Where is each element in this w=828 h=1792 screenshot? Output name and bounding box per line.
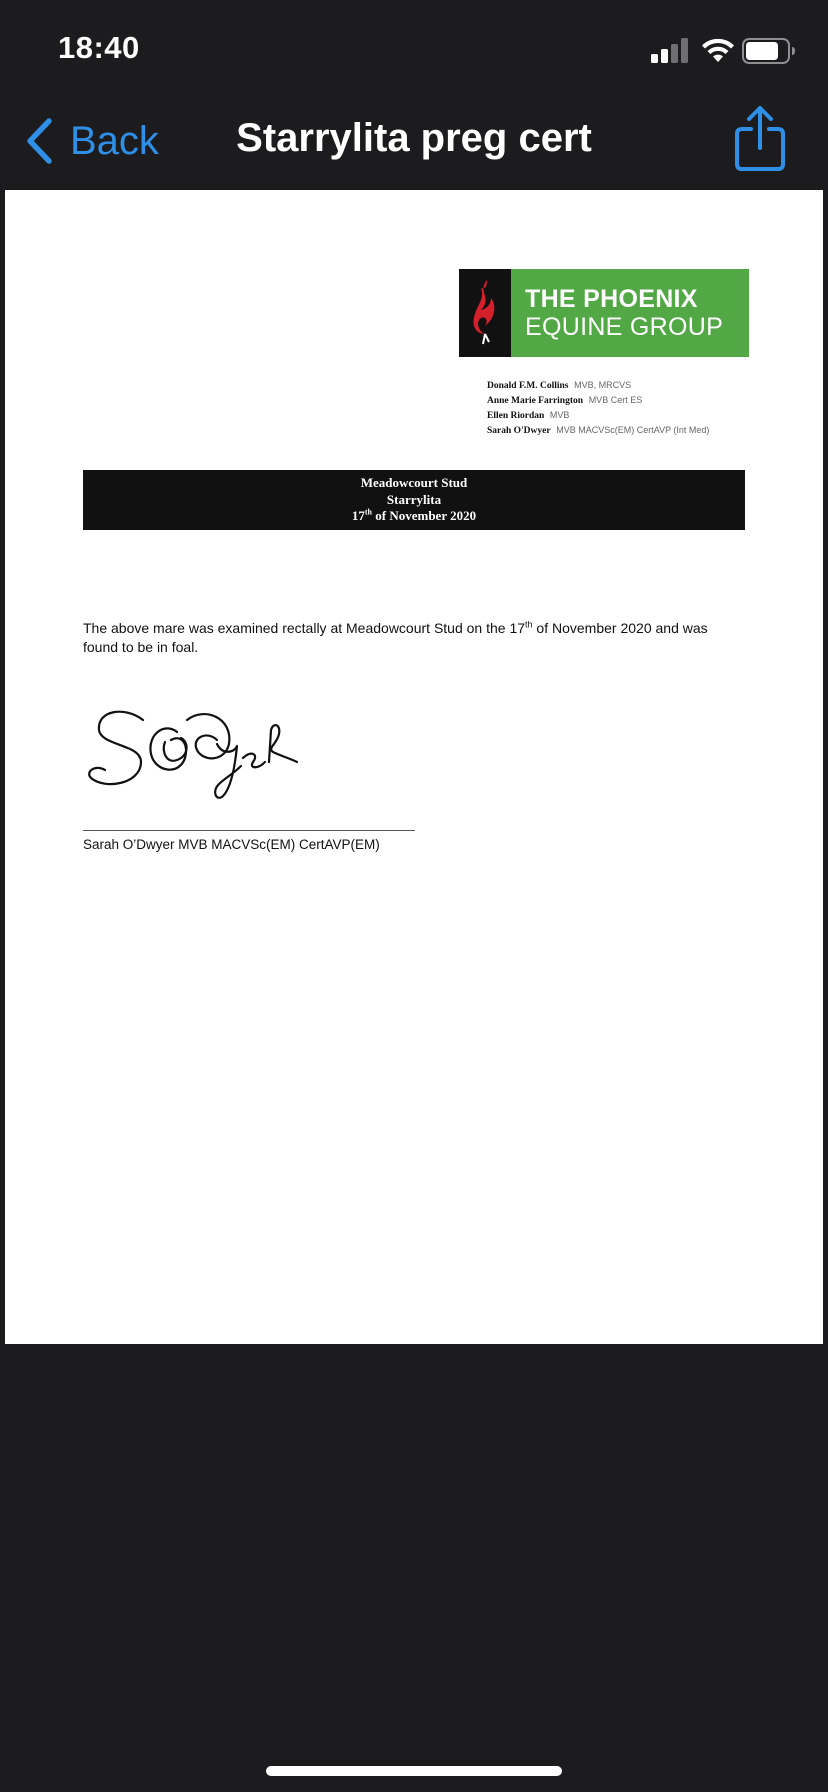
staff-name: Donald F.M. Collins	[487, 381, 569, 391]
stud-name: Meadowcourt Stud	[360, 475, 468, 490]
home-indicator[interactable]	[266, 1766, 562, 1776]
mare-name: Starrylita	[386, 491, 442, 507]
staff-list	[487, 378, 787, 438]
staff-qualifications: MVB	[549, 410, 570, 420]
signature-line	[83, 830, 415, 831]
battery-icon	[742, 38, 796, 64]
staff-name: Ellen Riordan	[487, 411, 545, 421]
certificate-header-band	[83, 470, 745, 530]
staff-row	[487, 408, 787, 423]
logo-text	[511, 269, 749, 357]
statement-suffix: th	[525, 619, 533, 630]
logo-line2: EQUINE GROUP	[525, 313, 724, 341]
date-suffix: th	[364, 507, 372, 517]
staff-qualifications: MVB MACVSc(EM) CertAVP (Int Med)	[556, 425, 710, 435]
staff-row	[487, 378, 787, 393]
staff-qualifications: MVB Cert ES	[588, 395, 643, 405]
statement-part1: The above mare was examined rectally at Meadowcourt Stud on the 17	[83, 620, 526, 636]
staff-name: Sarah O'Dwyer	[487, 426, 551, 436]
statement-part2: of November 2020 and was found to be in foal.	[83, 620, 708, 655]
back-label: Back	[70, 118, 159, 163]
phoenix-equine-logo	[459, 269, 749, 357]
staff-qualifications: MVB, MRCVS	[574, 380, 632, 390]
document-page	[5, 190, 823, 1344]
staff-row	[487, 423, 787, 438]
date-day: 17	[351, 508, 365, 523]
exam-date	[83, 508, 745, 525]
date-rest: of November 2020	[372, 508, 477, 523]
staff-row	[487, 393, 787, 408]
status-time: 18:40	[58, 30, 140, 65]
phoenix-flame-icon	[459, 269, 511, 357]
page-title: Starrylita preg cert	[236, 116, 592, 160]
wifi-icon	[701, 36, 735, 64]
logo-line1: THE PHOENIX	[525, 285, 698, 313]
signatory-name: Sarah O’Dwyer MVB MACVSc(EM) CertAVP(EM)	[83, 837, 380, 852]
status-bar	[0, 0, 828, 96]
certificate-statement	[83, 619, 743, 657]
staff-name: Anne Marie Farrington	[487, 396, 584, 406]
cellular-signal-icon	[651, 37, 691, 63]
navigation-bar	[0, 96, 828, 186]
share-icon[interactable]	[730, 104, 790, 174]
handwritten-signature	[85, 700, 335, 810]
